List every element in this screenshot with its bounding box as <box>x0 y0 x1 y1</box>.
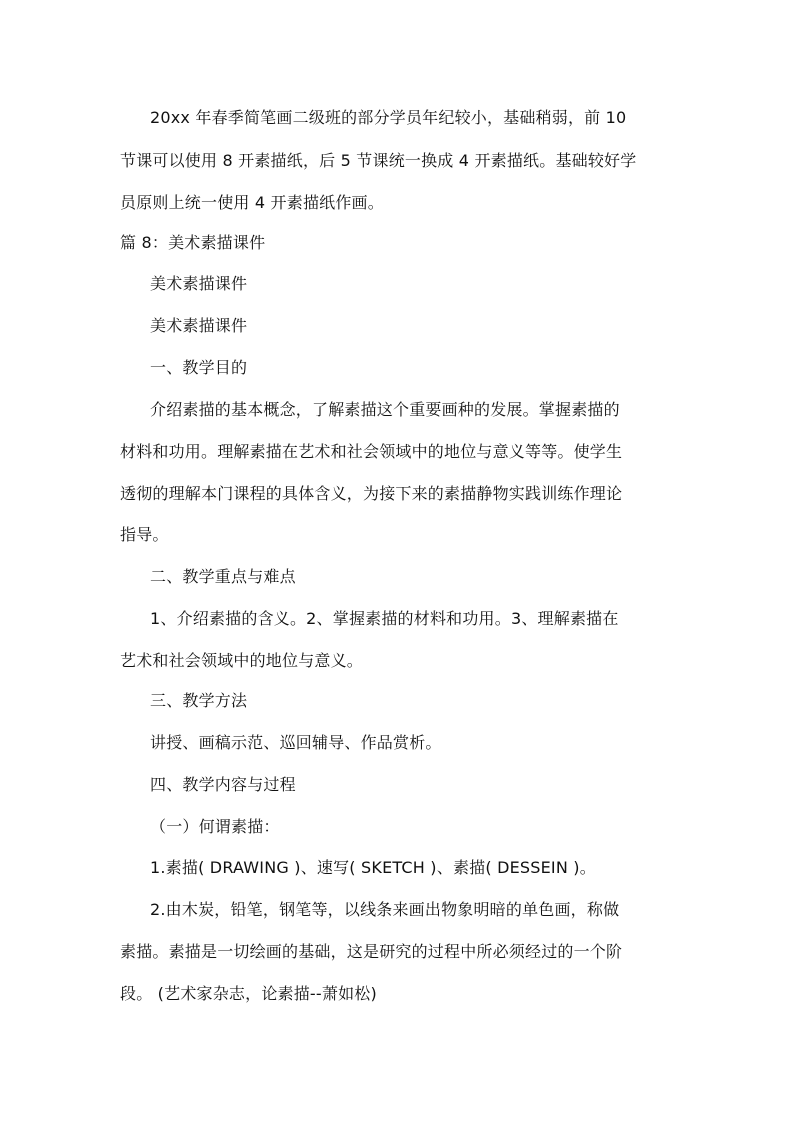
paragraph-line: 1、介绍素描的含义。2、掌握素描的材料和功用。3、理解素描在 <box>150 609 619 628</box>
paragraph-line: 员原则上统一使用 4 开素描纸作画。 <box>120 193 384 212</box>
document-subtitle: 美术素描课件 <box>150 316 248 335</box>
paragraph-line: 节课可以使用 8 开素描纸，后 5 节课统一换成 4 开素描纸。基础较好学 <box>120 151 637 170</box>
paragraph-line: 指导。 <box>120 525 169 544</box>
paragraph-line: 1.素描( DRAWING )、速写( SKETCH )、素描( DESSEIN )。 <box>150 858 596 877</box>
paragraph-line: 段。 (艺术家杂志，论素描--萧如松) <box>120 984 377 1003</box>
section-heading: 篇 8：美术素描课件 <box>120 233 266 252</box>
section-heading: 二、教学重点与难点 <box>150 567 296 586</box>
paragraph-line: 艺术和社会领域中的地位与意义。 <box>120 651 364 670</box>
paragraph-line: 介绍素描的基本概念，了解素描这个重要画种的发展。掌握素描的 <box>150 400 620 419</box>
paragraph-line: 讲授、画稿示范、巡回辅导、作品赏析。 <box>150 733 442 752</box>
section-heading: 一、教学目的 <box>150 358 248 377</box>
section-heading: 三、教学方法 <box>150 691 248 710</box>
paragraph-line: 20xx 年春季简笔画二级班的部分学员年纪较小，基础稍弱，前 10 <box>150 108 627 127</box>
paragraph-line: 透彻的理解本门课程的具体含义，为接下来的素描静物实践训练作理论 <box>120 484 623 503</box>
document-title: 美术素描课件 <box>150 274 248 293</box>
subsection-heading: （一）何谓素描： <box>150 817 280 836</box>
section-heading: 四、教学内容与过程 <box>150 775 296 794</box>
paragraph-line: 2.由木炭，铅笔，钢笔等，以线条来画出物象明暗的单色画，称做 <box>150 900 620 919</box>
paragraph-line: 素描。素描是一切绘画的基础，这是研究的过程中所必须经过的一个阶 <box>120 942 623 961</box>
paragraph-line: 材料和功用。理解素描在艺术和社会领域中的地位与意义等等。使学生 <box>120 442 623 461</box>
